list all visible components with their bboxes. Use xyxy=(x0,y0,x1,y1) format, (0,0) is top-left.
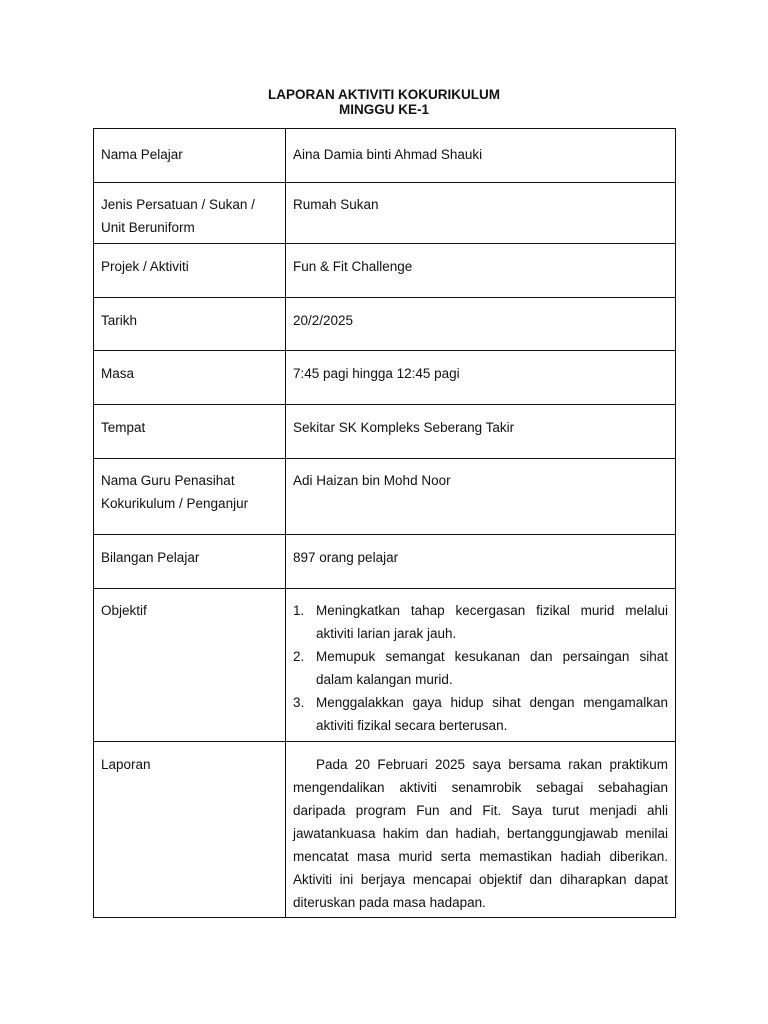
list-item-number: 1. xyxy=(293,603,305,618)
jenis-value: Rumah Sukan xyxy=(286,183,676,244)
table-row xyxy=(94,589,676,742)
report-title-line1: LAPORAN AKTIVITI KOKURIKULUM xyxy=(268,87,500,102)
row-label: Tempat xyxy=(94,405,286,459)
row-label xyxy=(94,183,286,244)
row-label-line: Jenis Persatuan / Sukan / xyxy=(101,197,255,212)
row-label: Bilangan Pelajar xyxy=(94,535,286,589)
tarikh-value: 20/2/2025 xyxy=(286,298,676,351)
table-row xyxy=(94,298,676,351)
row-label xyxy=(94,459,286,535)
table-row xyxy=(94,459,676,535)
list-item-number: 3. xyxy=(293,695,305,710)
report-title xyxy=(0,87,768,117)
table-row xyxy=(94,535,676,589)
row-label: Masa xyxy=(94,351,286,405)
table-row xyxy=(94,244,676,298)
row-label: Nama Pelajar xyxy=(94,129,286,183)
table-row xyxy=(94,129,676,183)
list-item-text: Memupuk semangat kesukanan dan persaingan sihat dalam kalangan murid. xyxy=(316,649,668,687)
table-row xyxy=(94,183,676,244)
tempat-value: Sekitar SK Kompleks Seberang Takir xyxy=(286,405,676,459)
row-label: Objektif xyxy=(94,589,286,742)
laporan-value xyxy=(286,742,676,918)
bilangan-value: 897 orang pelajar xyxy=(286,535,676,589)
row-label: Tarikh xyxy=(94,298,286,351)
objektif-value xyxy=(286,589,676,742)
list-item-number: 2. xyxy=(293,649,305,664)
list-item-text: Meningkatkan tahap kecergasan fizikal murid melalui aktiviti larian jarak jauh. xyxy=(316,603,668,641)
report-table xyxy=(93,128,676,918)
laporan-text: Pada 20 Februari 2025 saya bersama rakan praktikum mengendalikan aktiviti senamrobik sebagai sebahagian daripada program Fun and Fit. Saya turut menjadi ahli jawatankuasa hakim dan hadiah, bertanggungjawab menilai mencatat masa murid serta memastikan hadiah diberikan. Aktiviti ini berjaya mencapai objektif dan diharapkan dapat diteruskan pada masa hadapan. xyxy=(293,757,668,910)
row-label-line: Unit Beruniform xyxy=(101,220,195,235)
row-label: Laporan xyxy=(94,742,286,918)
objektif-list xyxy=(293,599,668,737)
nama-pelajar-value: Aina Damia binti Ahmad Shauki xyxy=(286,129,676,183)
table-row xyxy=(94,405,676,459)
projek-value: Fun & Fit Challenge xyxy=(286,244,676,298)
list-item xyxy=(293,645,668,691)
report-title-line2: MINGGU KE-1 xyxy=(338,102,429,117)
table-row xyxy=(94,742,676,918)
list-item-text: Menggalakkan gaya hidup sihat dengan mengamalkan aktiviti fizikal secara berterusan. xyxy=(316,695,668,733)
masa-value: 7:45 pagi hingga 12:45 pagi xyxy=(286,351,676,405)
table-row xyxy=(94,351,676,405)
row-label-line: Nama Guru Penasihat xyxy=(101,473,235,488)
list-item xyxy=(293,599,668,645)
guru-value: Adi Haizan bin Mohd Noor xyxy=(286,459,676,535)
list-item xyxy=(293,691,668,737)
row-label-line: Kokurikulum / Penganjur xyxy=(101,496,249,511)
row-label: Projek / Aktiviti xyxy=(94,244,286,298)
